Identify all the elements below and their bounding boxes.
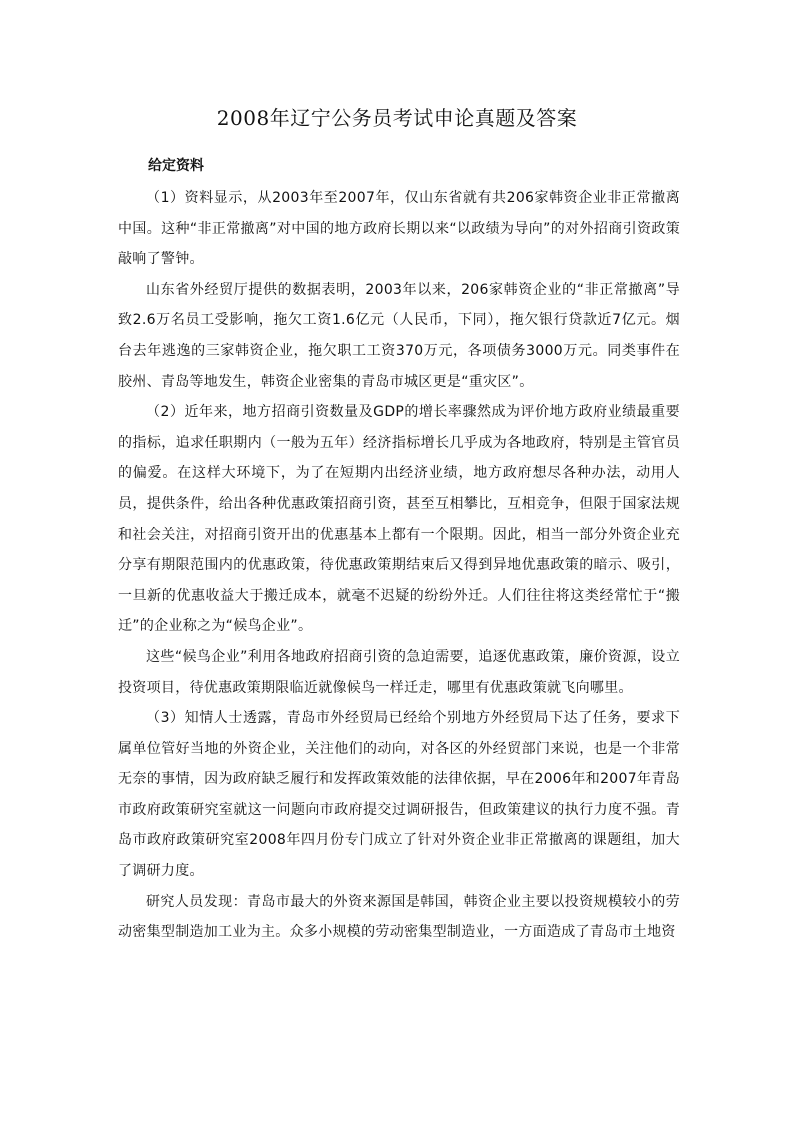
paragraph-1: （1）资料显示，从2003年至2007年，仅山东省就有共206家韩资企业非正常撤离中国。这种“非正常撤离”对中国的地方政府长期以来“以政绩为导向”的对外招商引资政策敲响了警钟。	[118, 190, 680, 268]
paragraph-6: 研究人员发现：青岛市最大的外资来源国是韩国，韩资企业主要以投资规模较小的劳动密集型制造加工业为主。众多小规模的劳动密集型制造业，一方面造成了青岛市土地资	[118, 893, 680, 941]
document-body	[118, 152, 680, 948]
paragraph-4: 这些“候鸟企业”利用各地政府招商引资的急迫需要，追逐优惠政策，廉价资源，设立投资项目，待优惠政策期限临近就像候鸟一样迁走，哪里有优惠政策就飞向哪里。	[118, 648, 680, 696]
paragraph-2: 山东省外经贸厅提供的数据表明，2003年以来，206家韩资企业的“非正常撤离”导致2.6万名员工受影响，拖欠工资1.6亿元（人民币，下同），拖欠银行贷款近7亿元。烟台去年逃逸的三家韩资企业，拖欠职工工资370万元，各项债务3000万元。同类事件在胶州、青岛等地发生，韩资企业密集的青岛市城区更是“重灾区”。	[118, 281, 680, 390]
paragraph-5: （3）知情人士透露，青岛市外经贸局已经给个别地方外经贸局下达了任务，要求下属单位管好当地的外资企业，关注他们的动向，对各区的外经贸部门来说，也是一个非常无奈的事情，因为政府缺乏履行和发挥政策效能的法律依据，早在2006年和2007年青岛市政府政策研究室就这一问题向市政府提交过调研报告，但政策建议的执行力度不强。青岛市政府政策研究室2008年四月份专门成立了针对外资企业非正常撤离的课题组，加大了调研力度。	[118, 710, 680, 880]
paragraph-3: （2）近年来，地方招商引资数量及GDP的增长率骤然成为评价地方政府业绩最重要的指标，追求任职期内（一般为五年）经济指标增长几乎成为各地政府，特别是主管官员的偏爱。在这样大环境下，为了在短期内出经济业绩，地方政府想尽各种办法，动用人员，提供条件，给出各种优惠政策招商引资，甚至互相攀比，互相竞争，但限于国家法规和社会关注，对招商引资开出的优惠基本上都有一个限期。因此，相当一部分外资企业充分享有期限范围内的优惠政策，待优惠政策期结束后又得到异地优惠政策的暗示、吸引，一旦新的优惠收益大于搬迁成本，就毫不迟疑的纷纷外迁。人们往往将这类经常忙于“搬迁”的企业称之为“候鸟企业”。	[118, 404, 680, 635]
section-heading: 给定资料	[148, 158, 204, 174]
document-title: 2008年辽宁公务员考试申论真题及答案	[216, 106, 578, 130]
